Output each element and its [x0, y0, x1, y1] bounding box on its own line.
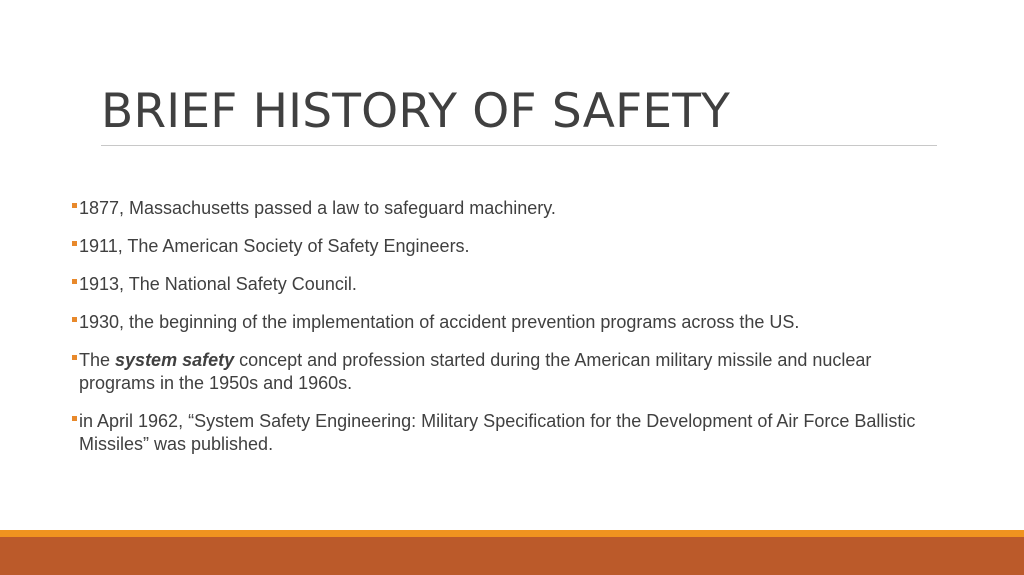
- title-divider: [101, 145, 937, 146]
- footer-bar: [0, 537, 1024, 575]
- bullet-icon: [72, 416, 77, 421]
- bullet-icon: [72, 355, 77, 360]
- list-item: [72, 273, 952, 296]
- bullet-icon: [72, 241, 77, 246]
- footer-accent-bar: [0, 530, 1024, 537]
- list-item: [72, 410, 952, 456]
- bullet-emphasis: system safety: [115, 350, 235, 370]
- bullet-text: 1877, Massachusetts passed a law to safeguard machinery.: [79, 198, 556, 218]
- bullet-text: 1930, the beginning of the implementation of accident prevention programs across the US.: [79, 312, 800, 332]
- bullet-text-post: concept and profession started during the American military missile and nuclear programs in the 1950s and 1960s.: [79, 350, 872, 393]
- list-item: [72, 235, 952, 258]
- slide-title: BRIEF HISTORY OF SAFETY: [101, 84, 731, 139]
- list-item: [72, 197, 952, 220]
- bullet-text: 1911, The American Society of Safety Engineers.: [79, 236, 470, 256]
- bullet-icon: [72, 203, 77, 208]
- bullet-text: 1913, The National Safety Council.: [79, 274, 357, 294]
- list-item: [72, 311, 952, 334]
- bullet-list: [72, 197, 952, 471]
- bullet-icon: [72, 317, 77, 322]
- bullet-text-pre: The: [79, 350, 116, 370]
- bullet-text: in April 1962, “System Safety Engineering: Military Specification for the Development of Air Force Ballistic Missiles” was published.: [79, 411, 916, 454]
- list-item: [72, 349, 952, 395]
- bullet-icon: [72, 279, 77, 284]
